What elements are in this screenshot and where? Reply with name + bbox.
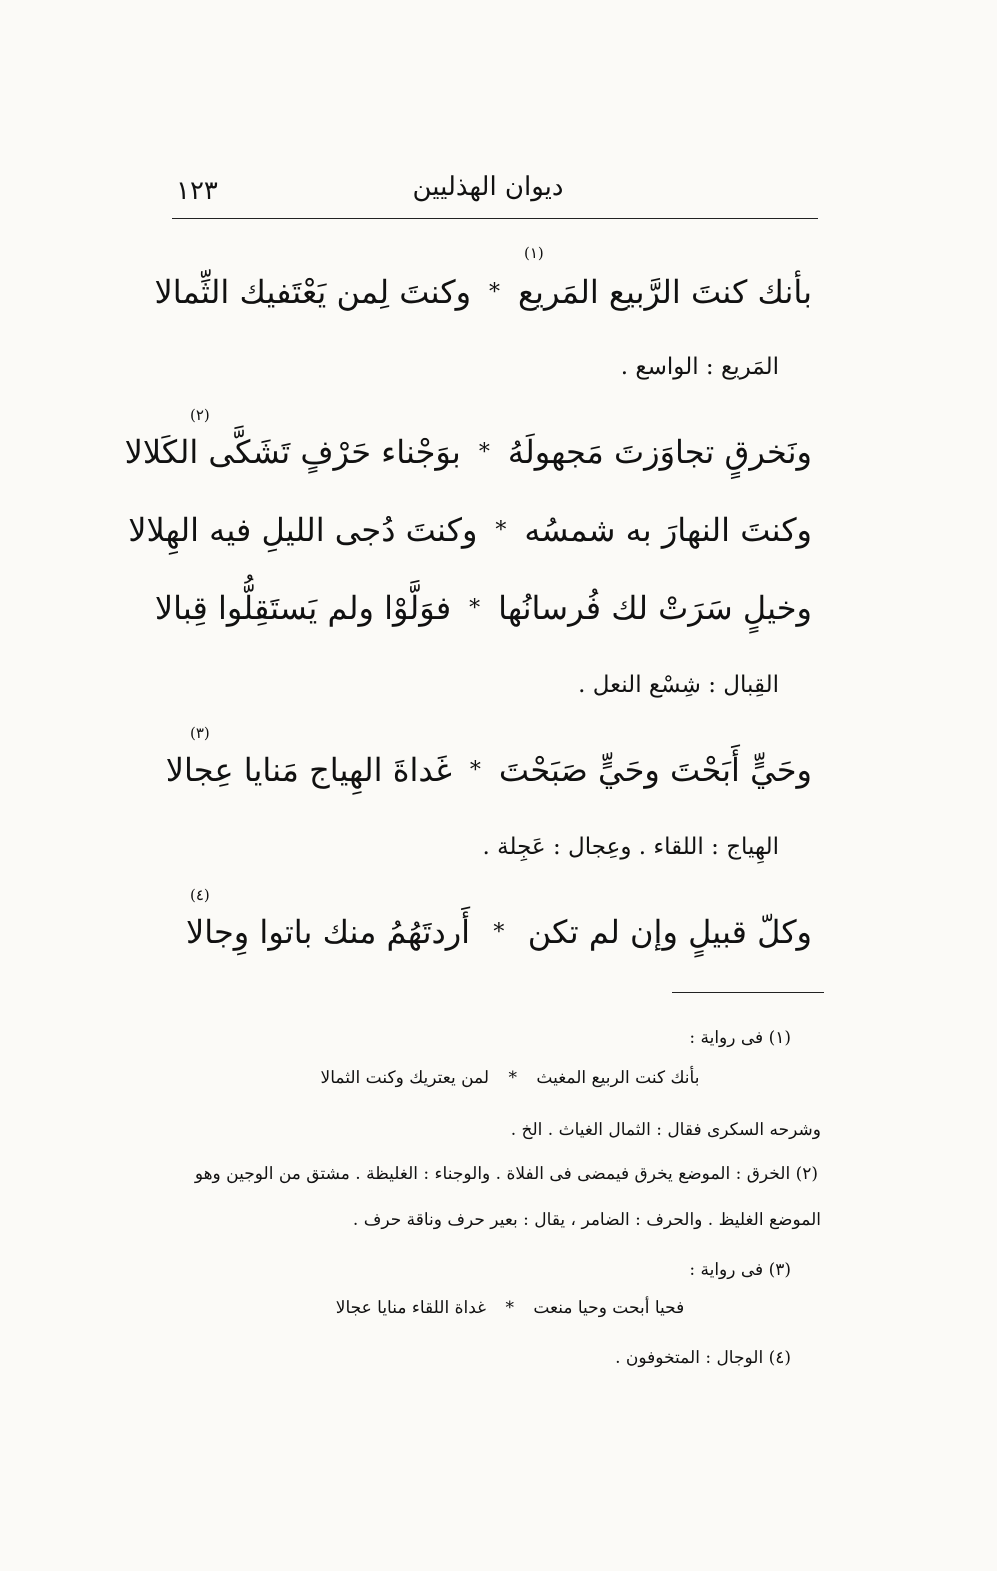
- verse-note-marker: (٢): [190, 406, 210, 424]
- verse-note-marker: (١): [524, 244, 544, 262]
- verse-note-marker: (٣): [190, 724, 210, 742]
- verse-hemistich-left: وكنتَ لِمن يَعْتَفيك الثِّمالا: [154, 273, 472, 311]
- footnote-2-line-2: الموضع الغليظ . والحرف : الضامر ، يقال : بعير حرف وناقة حرف .: [352, 1210, 821, 1230]
- gloss-line: الهِياج : اللقاء . وعِجال : عَجِلة .: [482, 834, 779, 860]
- footnote-verse-left: غداة اللقاء منايا عجالا: [335, 1298, 487, 1318]
- verse-separator: *: [493, 919, 505, 945]
- verse-line: [154, 264, 812, 320]
- verse-hemistich-right: بأنك كنتَ الرَّبيع المَريع: [518, 273, 812, 311]
- footnote-3-label: (٣) فى رواية :: [689, 1260, 791, 1280]
- verse-line: [154, 580, 812, 636]
- verse-line: [124, 424, 812, 480]
- footnote-1-verse: [230, 1068, 790, 1088]
- footnote-1-label: (١) فى رواية :: [689, 1028, 791, 1048]
- footnote-3-verse: [230, 1298, 790, 1318]
- verse-separator: *: [478, 439, 490, 465]
- verse-hemistich-left: وكنتَ دُجى الليلِ فيه الهِلالا: [128, 511, 478, 549]
- verse-note-marker: (٤): [190, 886, 210, 904]
- page-number: ١٢٣: [176, 176, 218, 206]
- verse-hemistich-left: فوَلَّوْا ولم يَستَقِلُّوا قِبالا: [154, 589, 452, 627]
- verse-hemistich-right: وخيلٍ سَرَتْ لك فُرسانُها: [498, 589, 812, 627]
- verse-hemistich-left: أَردتَهُمُ منك باتوا وِجالا: [186, 913, 471, 951]
- footnote-verse-right: بأنك كنت الربيع المغيث: [536, 1068, 700, 1088]
- gloss-line: القِبال : شِسْع النعل .: [578, 672, 779, 698]
- header-rule: [172, 218, 818, 219]
- verse-hemistich-right: وكلّ قبيلٍ وإن لم تكن: [527, 913, 812, 951]
- verse-separator: *: [495, 517, 507, 543]
- verse-separator: *: [469, 595, 481, 621]
- footnote-4: (٤) الوجال : المتخوفون .: [615, 1348, 791, 1368]
- verse-hemistich-right: وكنتَ النهارَ به شمسُه: [524, 511, 812, 549]
- verse-separator: *: [469, 757, 481, 783]
- footnote-verse-left: لمن يعتريك وكنت الثمالا: [320, 1068, 490, 1088]
- verse-hemistich-right: ونَخرقٍ تجاوَزتَ مَجهولَهُ: [507, 433, 812, 471]
- running-title: ديوان الهذليين: [412, 172, 564, 202]
- verse-separator: *: [489, 279, 501, 305]
- footnote-rule: [672, 992, 824, 993]
- footnote-verse-right: فحيا أبحت وحيا منعت: [533, 1298, 685, 1318]
- gloss-line: المَريع : الواسع .: [620, 354, 779, 380]
- verse-separator: *: [508, 1068, 517, 1088]
- verse-line: [128, 502, 812, 558]
- verse-line: [186, 904, 812, 960]
- verse-separator: *: [505, 1298, 514, 1318]
- verse-hemistich-right: وحَيٍّ أَبَحْتَ وحَيٍّ صَبَحْتَ: [498, 751, 812, 789]
- verse-hemistich-left: بوَجْناء حَرْفٍ تَشَكَّى الكَلالا: [124, 433, 461, 471]
- verse-hemistich-left: غَداةَ الهِياج مَنايا عِجالا: [165, 751, 452, 789]
- footnote-1-commentary: وشرحه السكرى فقال : الثمال الغياث . الخ .: [510, 1120, 821, 1140]
- verse-line: [165, 742, 812, 798]
- footnote-2-line-1: (٢) الخرق : الموضع يخرق فيمضى فى الفلاة . والوجناء : الغليظة . مشتق من الوجين وهو: [194, 1164, 818, 1184]
